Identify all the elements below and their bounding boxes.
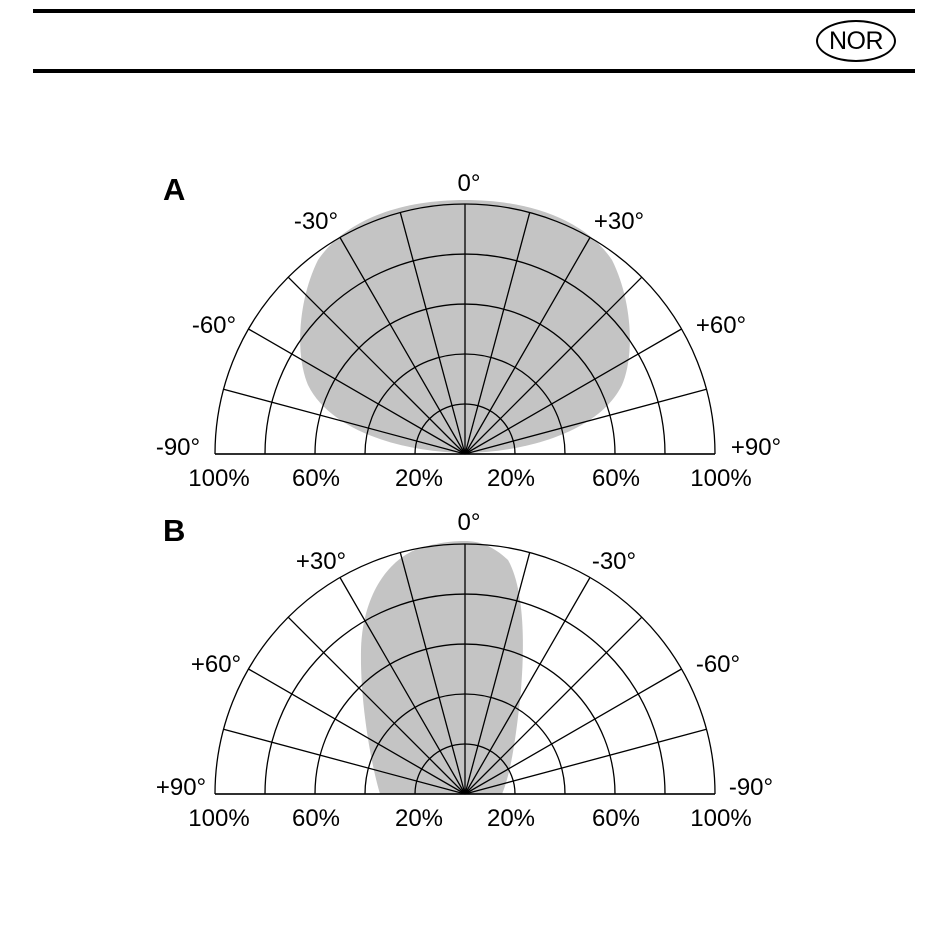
diagram-a-angle-left-60: -60° <box>191 312 237 339</box>
diagram-a-pct-left-20: 20% <box>394 465 444 492</box>
diagram-b-angle-left-90: +90° <box>155 774 207 801</box>
diagram-a-pct-right-20: 20% <box>486 465 536 492</box>
diagram-b-angle-right-90: -90° <box>728 774 774 801</box>
diagram-a-pct-left-100: 100% <box>188 465 250 492</box>
diagram-b-label: B <box>163 513 186 548</box>
diagram-a-angle-right-90: +90° <box>730 434 782 461</box>
diagram-b-pct-right-60: 60% <box>591 805 641 832</box>
diagram-b-pct-left-60: 60% <box>291 805 341 832</box>
diagram-a <box>156 170 781 492</box>
diagram-a-pct-right-100: 100% <box>690 465 752 492</box>
diagram-a-angle-right-60: +60° <box>695 312 747 339</box>
diagram-a-angle-0: 0° <box>457 170 481 197</box>
diagram-a-pct-right-60: 60% <box>591 465 641 492</box>
diagram-b-pct-left-20: 20% <box>394 805 444 832</box>
diagram-b-pct-left-100: 100% <box>188 805 250 832</box>
diagram-a-grid <box>215 204 715 454</box>
diagram-b-pct-right-20: 20% <box>486 805 536 832</box>
diagram-a-pct-left-60: 60% <box>291 465 341 492</box>
diagram-b-grid <box>215 544 715 794</box>
diagram-b-angle-left-60: +60° <box>190 651 242 678</box>
diagram-b-angle-left-30: +30° <box>295 548 347 575</box>
diagram-a-label: A <box>163 172 186 207</box>
language-badge: NOR <box>816 20 896 62</box>
diagram-b <box>156 509 773 832</box>
diagram-b-angle-0: 0° <box>457 509 481 536</box>
diagram-a-angle-left-90: -90° <box>155 434 201 461</box>
diagram-a-angle-left-30: -30° <box>293 208 339 235</box>
diagram-b-angle-right-30: -30° <box>591 548 637 575</box>
diagram-b-angle-right-60: -60° <box>695 651 741 678</box>
diagram-b-pct-right-100: 100% <box>690 805 752 832</box>
diagram-a-angle-right-30: +30° <box>593 208 645 235</box>
